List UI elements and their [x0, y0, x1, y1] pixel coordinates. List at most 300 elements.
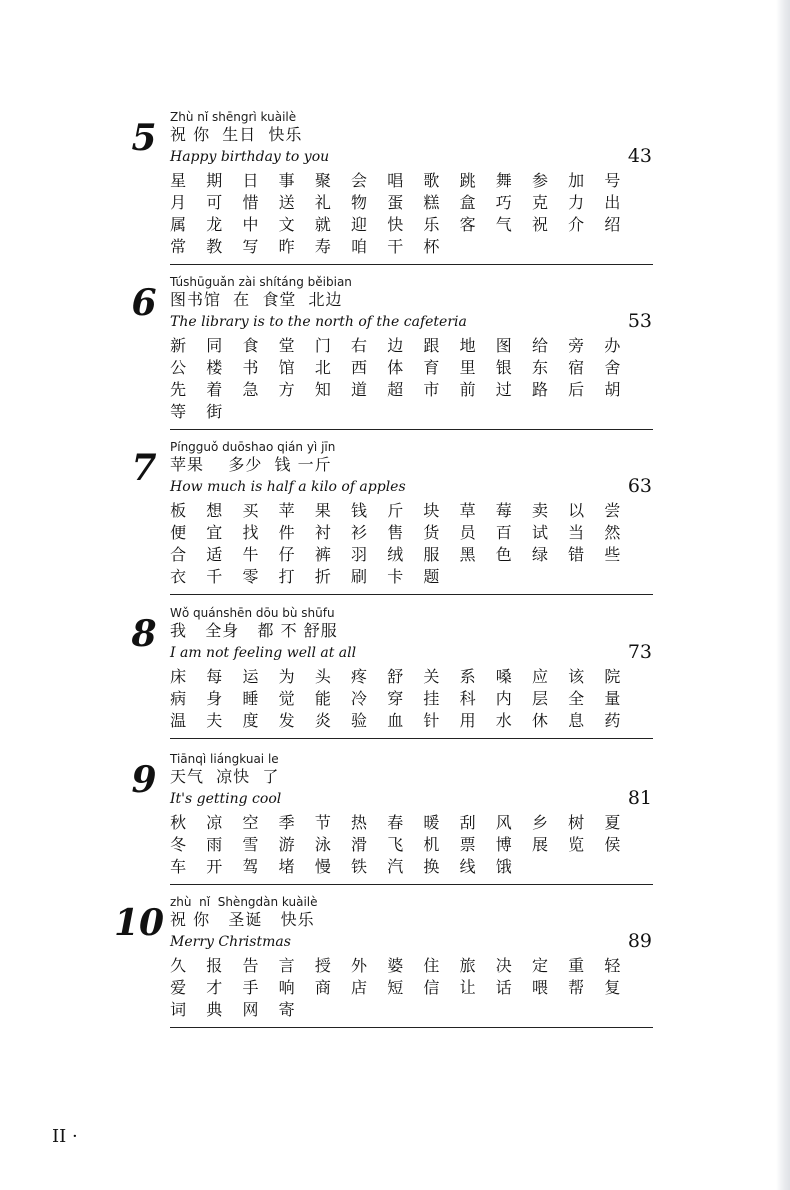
vocab-character: 验 [351, 711, 368, 730]
vocab-character: 报 [206, 956, 223, 975]
vocab-character: 院 [604, 667, 621, 686]
vocab-character: 然 [604, 523, 621, 542]
vocab-character: 日 [242, 171, 259, 190]
vocab-character: 钱 [351, 501, 368, 520]
vocab-character: 客 [459, 215, 476, 234]
vocab-character: 惜 [242, 193, 259, 212]
vocab-character: 话 [495, 978, 512, 997]
vocab-character: 节 [314, 813, 331, 832]
vocab-character: 可 [206, 193, 223, 212]
vocab-character: 乐 [423, 215, 440, 234]
vocab-character: 方 [278, 380, 295, 399]
vocab-character: 楼 [206, 358, 223, 377]
vocab-character: 绒 [387, 545, 404, 564]
character-row [160, 812, 660, 834]
vocab-character: 中 [242, 215, 259, 234]
character-row [160, 335, 660, 357]
vocab-character: 空 [242, 813, 259, 832]
vocab-character: 夏 [604, 813, 621, 832]
vocab-character: 婆 [387, 956, 404, 975]
vocab-character: 迎 [351, 215, 368, 234]
vocab-character: 适 [206, 545, 223, 564]
vocab-character: 折 [314, 567, 331, 586]
vocab-character: 街 [206, 402, 223, 421]
vocab-character: 糕 [423, 193, 440, 212]
vocab-character: 车 [170, 857, 187, 876]
vocab-character: 绿 [531, 545, 548, 564]
vocab-character: 爱 [170, 978, 187, 997]
character-row [160, 357, 660, 379]
vocab-character: 胡 [604, 380, 621, 399]
vocab-character: 头 [314, 667, 331, 686]
lesson-number: 6 [131, 282, 157, 324]
vocab-character: 路 [531, 380, 548, 399]
vocab-character: 克 [531, 193, 548, 212]
vocab-character: 咱 [351, 237, 368, 256]
vocab-character: 前 [459, 380, 476, 399]
vocab-character: 汽 [387, 857, 404, 876]
vocab-character: 会 [351, 171, 368, 190]
vocab-character: 店 [351, 978, 368, 997]
vocab-character: 轻 [604, 956, 621, 975]
vocab-character: 给 [531, 336, 548, 355]
vocab-character: 门 [314, 336, 331, 355]
vocab-character: 写 [242, 237, 259, 256]
vocab-character: 文 [278, 215, 295, 234]
vocab-character: 尝 [604, 501, 621, 520]
vocab-character: 宿 [568, 358, 585, 377]
vocab-character: 新 [170, 336, 187, 355]
vocab-character: 服 [423, 545, 440, 564]
vocab-character: 冬 [170, 835, 187, 854]
vocab-character: 气 [495, 215, 512, 234]
vocab-character: 聚 [314, 171, 331, 190]
vocab-character: 帮 [568, 978, 585, 997]
vocab-character: 旁 [568, 336, 585, 355]
vocab-character: 泳 [314, 835, 331, 854]
vocab-character: 刮 [459, 813, 476, 832]
vocab-character: 超 [387, 380, 404, 399]
vocab-character: 网 [242, 1000, 259, 1019]
vocab-character: 莓 [495, 501, 512, 520]
vocab-character: 东 [531, 358, 548, 377]
vocab-character: 千 [206, 567, 223, 586]
lesson-page-number: 43 [627, 145, 652, 167]
section-divider [170, 1027, 653, 1028]
vocab-character: 游 [278, 835, 295, 854]
vocab-character: 侯 [604, 835, 621, 854]
vocab-character: 售 [387, 523, 404, 542]
lesson-number: 10 [113, 902, 165, 944]
lesson-title: 我 全身 都 不 舒服 [170, 621, 338, 640]
vocab-character: 绍 [604, 215, 621, 234]
vocab-character: 羽 [351, 545, 368, 564]
vocab-character: 送 [278, 193, 295, 212]
vocab-character: 书 [242, 358, 259, 377]
lesson-number: 7 [131, 447, 157, 489]
vocab-character: 块 [423, 501, 440, 520]
lesson-pinyin: Píngguǒ duōshao qián yì jīn [170, 440, 336, 454]
vocab-character: 西 [351, 358, 368, 377]
vocab-character: 错 [568, 545, 585, 564]
vocab-character: 蛋 [387, 193, 404, 212]
lesson-number: 9 [131, 759, 157, 801]
vocab-character: 黑 [459, 545, 476, 564]
vocab-character: 板 [170, 501, 187, 520]
vocab-character: 力 [568, 193, 585, 212]
character-row [160, 834, 660, 856]
vocab-character: 告 [242, 956, 259, 975]
vocab-character: 卡 [387, 567, 404, 586]
character-list [160, 812, 660, 878]
vocab-character: 床 [170, 667, 187, 686]
vocab-character: 驾 [242, 857, 259, 876]
vocab-character: 挂 [423, 689, 440, 708]
vocab-character: 秋 [170, 813, 187, 832]
character-row [160, 955, 660, 977]
vocab-character: 办 [604, 336, 621, 355]
vocab-character: 号 [604, 171, 621, 190]
lesson-english-title: It's getting cool [170, 791, 282, 807]
vocab-character: 图 [495, 336, 512, 355]
character-row [160, 236, 660, 258]
vocab-character: 用 [459, 711, 476, 730]
lesson-page-number: 63 [627, 475, 652, 497]
vocab-character: 便 [170, 523, 187, 542]
vocab-character: 巧 [495, 193, 512, 212]
vocab-character: 览 [568, 835, 585, 854]
vocab-character: 身 [206, 689, 223, 708]
vocab-character: 着 [206, 380, 223, 399]
vocab-character: 唱 [387, 171, 404, 190]
vocab-character: 草 [459, 501, 476, 520]
vocab-character: 裤 [314, 545, 331, 564]
vocab-character: 果 [314, 501, 331, 520]
vocab-character: 穿 [387, 689, 404, 708]
vocab-character: 手 [242, 978, 259, 997]
vocab-character: 住 [423, 956, 440, 975]
vocab-character: 夫 [206, 711, 223, 730]
vocab-character: 让 [459, 978, 476, 997]
vocab-character: 过 [495, 380, 512, 399]
vocab-character: 才 [206, 978, 223, 997]
vocab-character: 同 [206, 336, 223, 355]
vocab-character: 教 [206, 237, 223, 256]
vocab-character: 打 [278, 567, 295, 586]
vocab-character: 风 [495, 813, 512, 832]
vocab-character: 久 [170, 956, 187, 975]
vocab-character: 疼 [351, 667, 368, 686]
vocab-character: 关 [423, 667, 440, 686]
page-edge-shadow [776, 0, 790, 1190]
vocab-character: 为 [278, 667, 295, 686]
vocab-character: 参 [531, 171, 548, 190]
lesson-page-number: 81 [627, 787, 652, 809]
vocab-character: 盒 [459, 193, 476, 212]
vocab-character: 层 [531, 689, 548, 708]
vocab-character: 道 [351, 380, 368, 399]
vocab-character: 饿 [495, 857, 512, 876]
vocab-character: 加 [568, 171, 585, 190]
vocab-character: 舒 [387, 667, 404, 686]
character-row [160, 566, 660, 588]
vocab-character: 昨 [278, 237, 295, 256]
vocab-character: 牛 [242, 545, 259, 564]
vocab-character: 地 [459, 336, 476, 355]
vocab-character: 铁 [351, 857, 368, 876]
vocab-character: 银 [495, 358, 512, 377]
lesson-english-title: I am not feeling well at all [170, 645, 357, 661]
lesson-title: 苹果 多少 钱 一斤 [170, 455, 332, 474]
vocab-character: 针 [423, 711, 440, 730]
vocab-character: 该 [568, 667, 585, 686]
vocab-character: 龙 [206, 215, 223, 234]
vocab-character: 温 [170, 711, 187, 730]
vocab-character: 响 [278, 978, 295, 997]
vocab-character: 休 [531, 711, 548, 730]
section-divider [170, 884, 653, 885]
character-row [160, 500, 660, 522]
lesson-page-number: 73 [627, 641, 652, 663]
vocab-character: 热 [351, 813, 368, 832]
vocab-character: 找 [242, 523, 259, 542]
vocab-character: 外 [351, 956, 368, 975]
character-row [160, 999, 660, 1021]
character-row [160, 192, 660, 214]
vocab-character: 旅 [459, 956, 476, 975]
vocab-character: 合 [170, 545, 187, 564]
vocab-character: 衬 [314, 523, 331, 542]
vocab-character: 喂 [531, 978, 548, 997]
vocab-character: 度 [242, 711, 259, 730]
character-row [160, 401, 660, 423]
vocab-character: 线 [459, 857, 476, 876]
vocab-character: 馆 [278, 358, 295, 377]
vocab-character: 物 [351, 193, 368, 212]
vocab-character: 属 [170, 215, 187, 234]
vocab-character: 睡 [242, 689, 259, 708]
vocab-character: 换 [423, 857, 440, 876]
lesson-english-title: Happy birthday to you [170, 149, 330, 165]
vocab-character: 乡 [531, 813, 548, 832]
vocab-character: 季 [278, 813, 295, 832]
vocab-character: 内 [495, 689, 512, 708]
vocab-character: 票 [459, 835, 476, 854]
vocab-character: 机 [423, 835, 440, 854]
vocab-character: 定 [531, 956, 548, 975]
vocab-character: 苹 [278, 501, 295, 520]
vocab-character: 跟 [423, 336, 440, 355]
page-number-footer: II · [52, 1126, 78, 1147]
vocab-character: 育 [423, 358, 440, 377]
vocab-character: 宜 [206, 523, 223, 542]
lesson-english-title: Merry Christmas [170, 934, 291, 950]
lesson-pinyin: Wǒ quánshēn dōu bù shūfu [170, 606, 335, 620]
character-row [160, 544, 660, 566]
vocab-character: 些 [604, 545, 621, 564]
vocab-character: 百 [495, 523, 512, 542]
vocab-character: 飞 [387, 835, 404, 854]
vocab-character: 全 [568, 689, 585, 708]
vocab-character: 歌 [423, 171, 440, 190]
character-row [160, 710, 660, 732]
vocab-character: 血 [387, 711, 404, 730]
vocab-character: 春 [387, 813, 404, 832]
vocab-character: 典 [206, 1000, 223, 1019]
vocab-character: 仔 [278, 545, 295, 564]
vocab-character: 慢 [314, 857, 331, 876]
vocab-character: 干 [387, 237, 404, 256]
vocab-character: 言 [278, 956, 295, 975]
vocab-character: 试 [531, 523, 548, 542]
vocab-character: 色 [495, 545, 512, 564]
lesson-page-number: 89 [627, 930, 652, 952]
lesson-english-title: The library is to the north of the cafeteria [170, 314, 467, 330]
character-list [160, 500, 660, 588]
vocab-character: 每 [206, 667, 223, 686]
lesson-english-title: How much is half a kilo of apples [170, 479, 406, 495]
vocab-character: 常 [170, 237, 187, 256]
vocab-character: 决 [495, 956, 512, 975]
vocab-character: 寄 [278, 1000, 295, 1019]
vocab-character: 舍 [604, 358, 621, 377]
vocab-character: 礼 [314, 193, 331, 212]
vocab-character: 星 [170, 171, 187, 190]
vocab-character: 炎 [314, 711, 331, 730]
vocab-character: 觉 [278, 689, 295, 708]
vocab-character: 系 [459, 667, 476, 686]
vocab-character: 当 [568, 523, 585, 542]
lesson-title: 祝 你 圣诞 快乐 [170, 910, 315, 929]
vocab-character: 事 [278, 171, 295, 190]
vocab-character: 复 [604, 978, 621, 997]
vocab-character: 斤 [387, 501, 404, 520]
vocab-character: 冷 [351, 689, 368, 708]
vocab-character: 词 [170, 1000, 187, 1019]
vocab-character: 边 [387, 336, 404, 355]
vocab-character: 食 [242, 336, 259, 355]
character-row [160, 170, 660, 192]
vocab-character: 展 [531, 835, 548, 854]
character-list [160, 955, 660, 1021]
vocab-character: 出 [604, 193, 621, 212]
vocab-character: 衫 [351, 523, 368, 542]
vocab-character: 想 [206, 501, 223, 520]
lesson-pinyin: Túshūguǎn zài shítáng běibian [170, 275, 352, 289]
vocab-character: 跳 [459, 171, 476, 190]
vocab-character: 介 [568, 215, 585, 234]
vocab-character: 体 [387, 358, 404, 377]
vocab-character: 刷 [351, 567, 368, 586]
lesson-title: 图书馆 在 食堂 北边 [170, 290, 343, 309]
vocab-character: 卖 [531, 501, 548, 520]
vocab-character: 重 [568, 956, 585, 975]
vocab-character: 药 [604, 711, 621, 730]
vocab-character: 右 [351, 336, 368, 355]
vocab-character: 快 [387, 215, 404, 234]
vocab-character: 开 [206, 857, 223, 876]
section-divider [170, 594, 653, 595]
section-divider [170, 738, 653, 739]
vocab-character: 短 [387, 978, 404, 997]
vocab-character: 堵 [278, 857, 295, 876]
lesson-page-number: 53 [627, 310, 652, 332]
character-row [160, 688, 660, 710]
character-list [160, 170, 660, 258]
character-row [160, 214, 660, 236]
vocab-character: 商 [314, 978, 331, 997]
vocab-character: 舞 [495, 171, 512, 190]
vocab-character: 等 [170, 402, 187, 421]
lesson-title: 祝 你 生日 快乐 [170, 125, 303, 144]
vocab-character: 信 [423, 978, 440, 997]
character-list [160, 335, 660, 423]
vocab-character: 月 [170, 193, 187, 212]
character-list [160, 666, 660, 732]
vocab-character: 雨 [206, 835, 223, 854]
vocab-character: 货 [423, 523, 440, 542]
character-row [160, 522, 660, 544]
vocab-character: 先 [170, 380, 187, 399]
vocab-character: 就 [314, 215, 331, 234]
lesson-pinyin: Zhù nǐ shēngrì kuàilè [170, 110, 297, 124]
vocab-character: 凉 [206, 813, 223, 832]
vocab-character: 堂 [278, 336, 295, 355]
vocab-character: 雪 [242, 835, 259, 854]
vocab-character: 以 [568, 501, 585, 520]
vocab-character: 暖 [423, 813, 440, 832]
lesson-number: 8 [131, 613, 157, 655]
vocab-character: 寿 [314, 237, 331, 256]
vocab-character: 水 [495, 711, 512, 730]
lesson-number: 5 [131, 117, 157, 159]
vocab-character: 博 [495, 835, 512, 854]
vocab-character: 树 [568, 813, 585, 832]
vocab-character: 市 [423, 380, 440, 399]
vocab-character: 祝 [531, 215, 548, 234]
vocab-character: 买 [242, 501, 259, 520]
vocab-character: 知 [314, 380, 331, 399]
character-row [160, 856, 660, 878]
vocab-character: 员 [459, 523, 476, 542]
section-divider [170, 429, 653, 430]
vocab-character: 期 [206, 171, 223, 190]
vocab-character: 嗓 [495, 667, 512, 686]
vocab-character: 滑 [351, 835, 368, 854]
vocab-character: 发 [278, 711, 295, 730]
vocab-character: 公 [170, 358, 187, 377]
vocab-character: 题 [423, 567, 440, 586]
lesson-pinyin: zhù nǐ Shèngdàn kuàilè [170, 895, 318, 909]
vocab-character: 病 [170, 689, 187, 708]
lesson-title: 天气 凉快 了 [170, 767, 280, 786]
vocab-character: 应 [531, 667, 548, 686]
vocab-character: 件 [278, 523, 295, 542]
vocab-character: 衣 [170, 567, 187, 586]
character-row [160, 977, 660, 999]
character-row [160, 666, 660, 688]
vocab-character: 量 [604, 689, 621, 708]
vocab-character: 零 [242, 567, 259, 586]
lesson-pinyin: Tiānqì liángkuai le [170, 752, 279, 766]
vocab-character: 急 [242, 380, 259, 399]
vocab-character: 杯 [423, 237, 440, 256]
vocab-character: 后 [568, 380, 585, 399]
vocab-character: 里 [459, 358, 476, 377]
vocab-character: 科 [459, 689, 476, 708]
vocab-character: 息 [568, 711, 585, 730]
vocab-character: 运 [242, 667, 259, 686]
